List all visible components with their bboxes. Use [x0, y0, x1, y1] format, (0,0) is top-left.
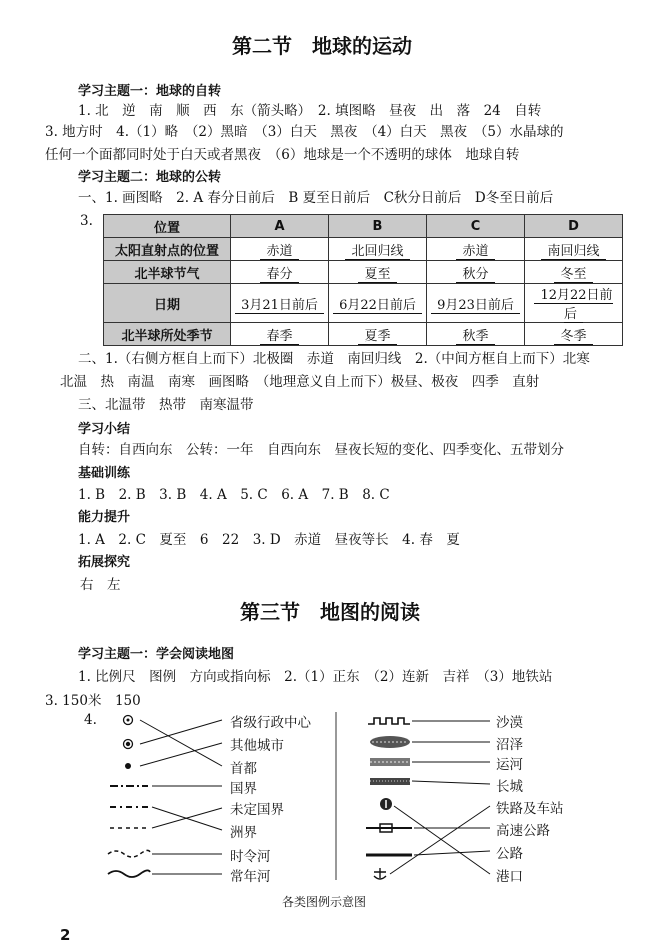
legend-label-right: 港口 — [496, 869, 523, 885]
table-cell: 3月21日前后 — [235, 298, 324, 314]
match-line — [140, 743, 222, 766]
symbol-expressway-icon — [366, 824, 412, 832]
page-number: 2 — [60, 926, 71, 944]
diagram-caption: 各类图例示意图 — [282, 895, 367, 909]
topic2-line1: 一、1. 画图略 2. A 春分日前后 B 夏至日前后 C秋分日前后 D冬至日前后 — [78, 190, 554, 206]
symbol-provincial-capital-icon — [124, 716, 133, 725]
row-label: 北半球节气 — [104, 261, 231, 284]
legend-label-left: 时令河 — [230, 849, 271, 865]
legend-label-right: 长城 — [496, 779, 523, 795]
table-cell: 赤道 — [260, 244, 298, 260]
symbol-other-city-icon — [124, 740, 133, 749]
table-header: B — [329, 215, 427, 238]
section2-title: 第二节 地球的运动 — [232, 34, 412, 58]
part2-line2: 北温 热 南温 南寒 画图略 （地理意义自上而下）极昼、极夜 四季 直射 — [60, 374, 540, 390]
table-cell: 赤道 — [456, 244, 494, 260]
match-line — [412, 781, 490, 784]
legend-label-right: 沼泽 — [496, 737, 523, 753]
match-line — [414, 851, 490, 855]
symbol-perennial-river-icon — [108, 870, 150, 877]
item4-marker: 4. — [84, 712, 97, 728]
table-cell: 6月22日前后 — [333, 298, 422, 314]
part3-line: 三、北温带 热带 南寒温带 — [78, 397, 254, 413]
symbol-seasonal-river-icon — [108, 850, 150, 857]
row-label: 太阳直射点的位置 — [104, 238, 231, 261]
table-header: A — [231, 215, 329, 238]
symbol-great-wall-icon — [370, 778, 410, 785]
legend-label-left: 国界 — [230, 781, 257, 797]
legend-label-left: 常年河 — [230, 869, 271, 885]
table-cell: 冬至 — [554, 267, 592, 283]
symbol-port-icon — [374, 868, 386, 879]
table-cell: 夏季 — [358, 329, 396, 345]
table-cell: 春分 — [260, 267, 298, 283]
explore-label: 拓展探究 — [78, 555, 131, 570]
summary-label: 学习小结 — [78, 422, 131, 437]
symbol-capital-icon — [125, 763, 131, 769]
basic-label: 基础训练 — [78, 466, 131, 481]
explore-answers: 右 左 — [80, 577, 121, 593]
legend-label-left: 其他城市 — [230, 738, 284, 754]
table-cell: 北回归线 — [345, 244, 409, 260]
row-label: 日期 — [104, 284, 231, 323]
part2-line1: 二、1.（右侧方框自上而下）北极圈 赤道 南回归线 2.（中间方框自上而下）北寒 — [78, 351, 590, 367]
topic1-label: 学习主题一：地球的自转 — [78, 84, 222, 99]
item3-marker: 3. — [80, 213, 93, 229]
table-cell: 春季 — [260, 329, 298, 345]
legend-label-right: 公路 — [496, 846, 523, 862]
match-line — [152, 808, 222, 828]
table-cell: 冬季 — [554, 329, 592, 345]
legend-label-left: 未定国界 — [230, 802, 284, 818]
legend-label-right: 铁路及车站 — [496, 801, 564, 817]
legend-label-right: 运河 — [496, 757, 523, 773]
legend-label-right: 高速公路 — [496, 823, 550, 839]
table-header: C — [427, 215, 525, 238]
symbol-swamp-icon — [370, 736, 410, 748]
table-cell: 秋分 — [456, 267, 494, 283]
topic1-line3: 任何一个面都同时处于白天或者黑夜 （6）地球是一个不透明的球体 地球自转 — [45, 147, 520, 163]
legend-label-left: 洲界 — [230, 825, 257, 841]
ability-label: 能力提升 — [78, 510, 131, 525]
table-header: 位置 — [104, 215, 231, 238]
section3-title: 第三节 地图的阅读 — [240, 600, 420, 624]
table-header: D — [525, 215, 623, 238]
table-cell: 9月23日前后 — [431, 298, 520, 314]
legend-label-right: 沙漠 — [496, 715, 523, 731]
row-label: 北半球所处季节 — [104, 323, 231, 346]
sec3-line2: 3. 150米 150 — [45, 693, 141, 709]
symbol-canal-icon — [370, 758, 410, 766]
ability-answers: 1. A 2. C 夏至 6 22 3. D 赤道 昼夜等长 4. 春 夏 — [78, 532, 460, 548]
basic-answers: 1. B 2. B 3. B 4. A 5. C 6. A 7. B 8. C — [78, 487, 390, 503]
summary-text: 自转：自西向东 公转：一年 自西向东 昼夜长短的变化、四季变化、五带划分 — [78, 442, 564, 458]
topic1-line1: 1. 北 逆 南 顺 西 东（箭头略） 2. 填图略 昼夜 出 落 24 自转 — [78, 103, 542, 119]
table-cell: 12月22日前后 — [534, 288, 612, 323]
match-line — [140, 720, 222, 766]
symbol-railway-station-icon — [380, 798, 392, 810]
topic1-line2: 3. 地方时 4.（1）略 （2）黑暗 （3）白天 黑夜 （4）白天 黑夜 （5）水晶球的 — [45, 124, 564, 140]
sec3-line1: 1. 比例尺 图例 方向或指向标 2.（1）正东 （2）连新 吉祥 （3）地铁站 — [78, 669, 553, 685]
sec3-topic1-label: 学习主题一：学会阅读地图 — [78, 647, 235, 662]
legend-label-left: 首都 — [230, 761, 257, 777]
symbol-desert-icon — [368, 718, 410, 724]
topic2-label: 学习主题二：地球的公转 — [78, 170, 222, 185]
table-cell: 秋季 — [456, 329, 494, 345]
table-cell: 夏至 — [358, 267, 396, 283]
legend-label-left: 省级行政中心 — [230, 715, 311, 731]
table-cell: 南回归线 — [541, 244, 605, 260]
match-line — [140, 720, 222, 744]
